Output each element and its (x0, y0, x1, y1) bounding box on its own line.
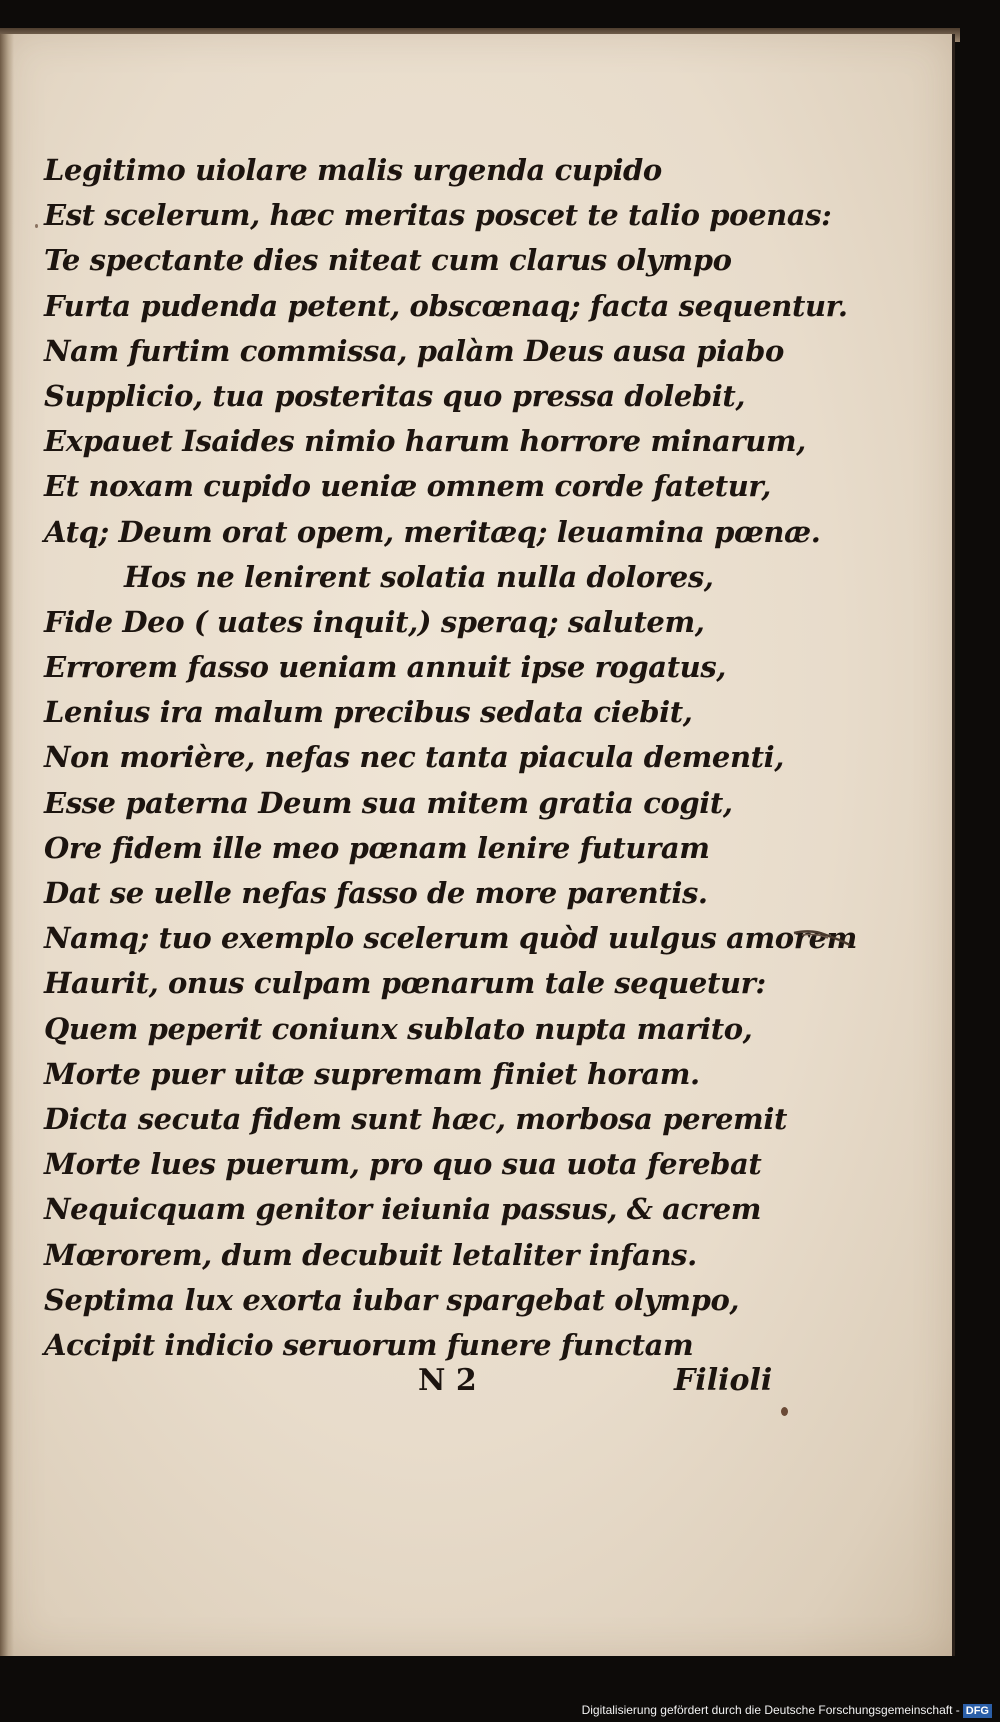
poem-line: Lenius ira malum precibus sedata ciebit, (44, 695, 693, 730)
poem-line: Accipit indicio seruorum funere functam (44, 1327, 694, 1362)
poem-line: Quem peperit coniunx sublato nupta marito, (44, 1011, 753, 1046)
poem-line: Est scelerum, hæc meritas poscet te talio poenas: (44, 198, 832, 233)
poem-line: Fide Deo ( uates inquit,) speraq; salutem, (44, 604, 705, 639)
page-foot (418, 1363, 778, 1403)
poem-text (44, 148, 857, 1368)
poem-line: Esse paterna Deum sua mitem gratia cogit, (44, 785, 733, 820)
digitization-credit (582, 1701, 992, 1719)
poem-line: Morte lues puerum, pro quo sua uota ferebat (44, 1147, 762, 1182)
catchword: Filioli (674, 1363, 773, 1398)
poem-line: Furta pudenda petent, obscœnaq; facta sequentur. (44, 288, 848, 323)
dfg-logo: DFG (963, 1704, 992, 1718)
poem-line: Dat se uelle nefas fasso de more parentis. (44, 876, 708, 910)
poem-line: Septima lux exorta iubar spargebat olympo, (44, 1282, 740, 1317)
poem-line: Morte puer uitæ supremam finiet horam. (44, 1056, 700, 1091)
ink-speck (35, 224, 38, 228)
poem-line: Legitimo uiolare malis urgenda cupido (44, 153, 662, 187)
poem-line: Nam furtim commissa, palàm Deus ausa piabo (44, 333, 784, 368)
poem-line: Expauet Isaides nimio harum horrore minarum, (44, 424, 806, 459)
poem-line: Haurit, onus culpam pœnarum tale sequetur: (44, 966, 766, 1001)
signature-mark: N 2 (418, 1363, 477, 1398)
poem-line: Dicta secuta fidem sunt hæc, morbosa peremit (44, 1101, 787, 1136)
poem-line: Nequicquam genitor ieiunia passus, & acrem (44, 1192, 762, 1227)
poem-line: Atq; Deum orat opem, meritæq; leuamina pœnæ. (44, 514, 821, 549)
poem-line: Non morière, nefas nec tanta piacula dementi, (44, 740, 784, 775)
poem-line: Ore fidem ille meo pœnam lenire futuram (44, 830, 710, 865)
poem-line-indented: Hos ne lenirent solatia nulla dolores, (124, 559, 714, 594)
poem-line: Namq; tuo exemplo scelerum quòd uulgus amorem (44, 921, 857, 956)
credit-text: Digitalisierung gefördert durch die Deutsche Forschungsgemeinschaft - (581, 1703, 960, 1717)
pencil-mark (792, 925, 852, 947)
poem-line: Mœrorem, dum decubuit letaliter infans. (44, 1237, 697, 1272)
ink-stain (781, 1407, 788, 1416)
poem-line: Supplicio, tua posteritas quo pressa dolebit, (44, 378, 746, 413)
poem-line: Te spectante dies niteat cum clarus olympo (44, 243, 732, 278)
poem-line: Errorem fasso ueniam annuit ipse rogatus, (44, 650, 726, 685)
poem-line: Et noxam cupido ueniæ omnem corde fatetur, (44, 469, 771, 504)
page-left-edge (0, 34, 14, 1656)
